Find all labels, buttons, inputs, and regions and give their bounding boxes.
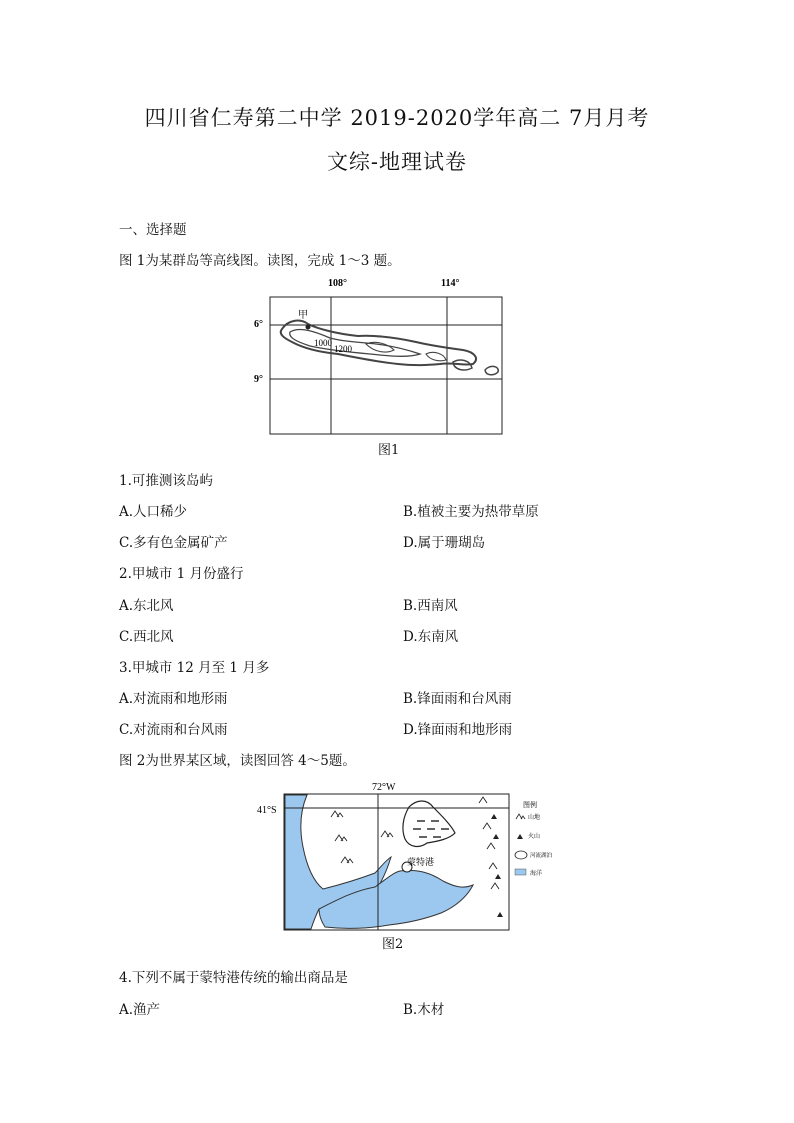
- question-2-stem: 2.甲城市 1 月份盛行: [119, 566, 244, 582]
- lon-label-72w: 72°W: [372, 782, 396, 793]
- small-islet: [485, 366, 498, 374]
- figure2-intro: 图 2为世界某区域，读图回答 4～5题。: [119, 753, 356, 769]
- lat-label-41s: 41°S: [257, 805, 277, 816]
- legend-volcano-icon: [517, 834, 523, 839]
- q1-option-d: D.属于珊瑚岛: [403, 535, 486, 551]
- page-title: 四川省仁寿第二中学 2019-2020学年高二 7月月考: [144, 106, 650, 130]
- q3-option-c: C.对流雨和台风雨: [119, 722, 228, 738]
- question-3-stem: 3.甲城市 12 月至 1 月多: [119, 660, 270, 676]
- city-jia-marker: [306, 325, 311, 330]
- q3-option-b: B.锋面雨和台风雨: [403, 691, 512, 707]
- page-subtitle: 文综-地理试卷: [326, 150, 468, 174]
- figure1-intro: 图 1为某群岛等高线图。读图，完成 1～3 题。: [119, 253, 401, 269]
- q3-option-a: A.对流雨和地形雨: [119, 691, 228, 707]
- section-heading: 一、选择题: [119, 222, 187, 238]
- q2-option-b: B.西南风: [403, 598, 458, 614]
- q1-option-b: B.植被主要为热带草原: [403, 504, 539, 520]
- q1-option-a: A.人口稀少: [119, 504, 188, 520]
- lat-label-6: 6°: [254, 319, 263, 330]
- contour-1000: [290, 330, 420, 357]
- legend-title: 图例: [523, 802, 537, 809]
- figure2-region-map: [255, 777, 565, 952]
- q3-option-d: D.锋面雨和地形雨: [403, 722, 513, 738]
- contour-label-1000: 1000: [314, 338, 332, 348]
- q2-option-d: D.东南风: [403, 629, 459, 645]
- lon-label-108: 108°: [328, 278, 347, 289]
- question-1-stem: 1.可推测该岛屿: [119, 473, 213, 489]
- figure1-caption: 图1: [378, 443, 400, 458]
- legend-label-mountain: 山地: [528, 815, 541, 821]
- legend-label-ocean: 海洋: [530, 871, 543, 877]
- question-4-stem: 4.下列不属于蒙特港传统的输出商品是: [119, 970, 348, 986]
- legend-label-lake: 河流湖泊: [530, 853, 553, 859]
- port-label: 蒙特港: [407, 857, 435, 867]
- lat-label-9: 9°: [254, 374, 263, 385]
- q4-option-a: A.渔产: [119, 1002, 161, 1018]
- figure1-contour-map: [248, 274, 508, 454]
- legend-ocean-icon: [515, 869, 526, 875]
- q1-option-c: C.多有色金属矿产: [119, 535, 228, 551]
- q4-option-b: B.木材: [403, 1002, 445, 1018]
- lon-label-114: 114°: [441, 278, 460, 289]
- figure2-caption: 图2: [382, 937, 404, 952]
- contour-label-1200: 1200: [334, 344, 352, 354]
- city-jia-label: 甲: [298, 310, 308, 321]
- q2-option-c: C.西北风: [119, 629, 174, 645]
- legend-label-volcano: 火山: [528, 834, 541, 840]
- legend-mountain-icon: [516, 814, 525, 819]
- legend-lake-icon: [515, 851, 527, 859]
- q2-option-a: A.东北风: [119, 598, 174, 614]
